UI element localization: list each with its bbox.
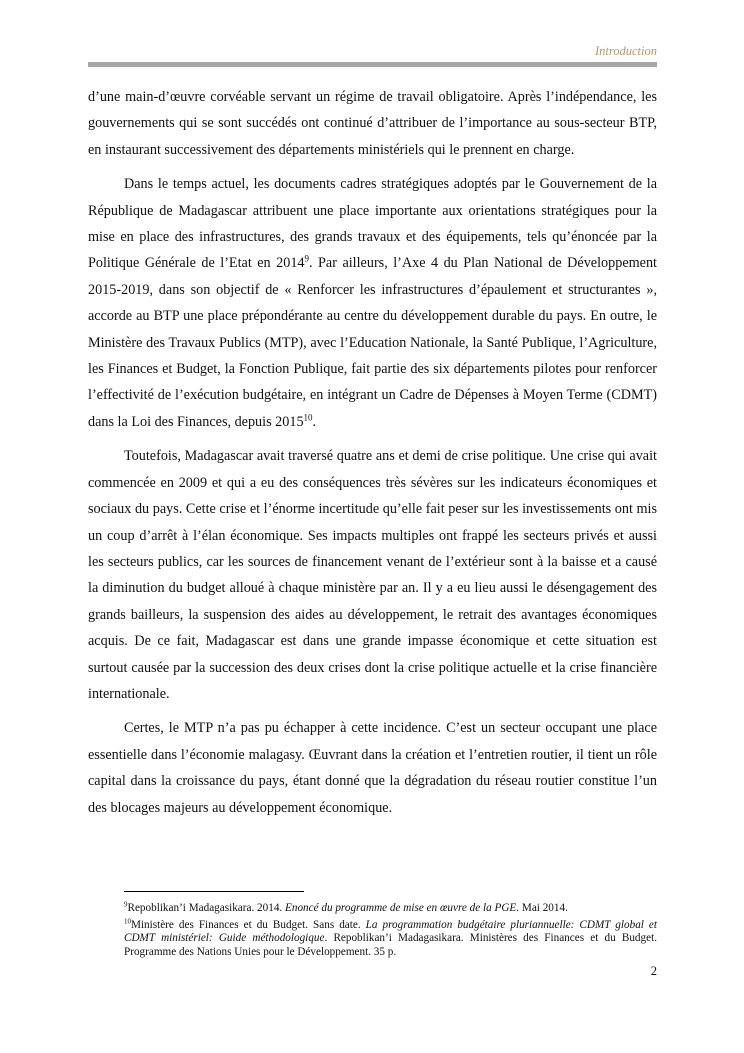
footnote-ref-10: 10	[303, 412, 313, 423]
paragraph-4: Certes, le MTP n’a pas pu échapper à cette incidence. C’est un secteur occupant une place essentielle dans l’économie malagasy. Œuvrant dans la création et l’entretien routier, il tient un rôle capital dans la croissance du pays, étant donné que la dégradation du réseau routier constitue l’un des blocages majeurs au développement économique.	[88, 720, 657, 816]
footnote-9-number: 9	[124, 900, 128, 909]
footnote-9-title: Enoncé du programme de mise en œuvre de la PGE	[285, 902, 517, 914]
footnote-10-title: La programmation budgétaire pluriannuelle: CDMT global et CDMT ministériel: Guide méthodologique	[124, 919, 657, 945]
footnote-10	[124, 919, 657, 959]
paragraph-2-text-a: Dans le temps actuel, les documents cadres stratégiques adoptés par le Gouvernement de la République de Madagascar attribuent une place importante aux orientations stratégiques pour la mise en place des infrastructures, des grands travaux et des équipements, tels qu’énoncée par la Politique Générale de l’Etat en 2014	[88, 176, 657, 272]
footnote-10-rest: . Repoblikan’i Madagasikara. Ministères des Finances et du Budget. Programme des Nations Unies pour le Développement. 35 p.	[124, 932, 657, 958]
paragraph-2-text-c: .	[312, 413, 317, 430]
footnote-9	[124, 902, 657, 915]
page-number: 2	[650, 964, 657, 978]
running-header: Introduction	[594, 44, 657, 58]
paragraph-1: d’une main-d’œuvre corvéable servant un régime de travail obligatoire. Après l’indépendance, les gouvernements qui se sont succédés ont continué d’attribuer de l’importance au sous-secteur BTP, en instaurant successivement des départements ministériels qui le prennent en charge.	[88, 89, 657, 158]
footnote-ref-9: 9	[304, 253, 310, 264]
footnote-10-author: Ministère des Finances et du Budget. Sans date.	[131, 919, 366, 932]
footnote-9-rest: . Mai 2014.	[516, 902, 568, 914]
footnote-separator	[124, 891, 304, 892]
paragraph-3: Toutefois, Madagascar avait traversé quatre ans et demi de crise politique. Une crise qui avait commencée en 2009 et qui a eu des conséquences très sévères sur les indicateurs économiques et sociaux du pays. Cette crise et l’énorme incertitude qu’elle fait peser sur les investissements ont mis un coup d’arrêt à l’élan économique. Ses impacts multiples ont frappé les secteurs privés et aussi les secteurs publics, car les sources de financement venant de l’extérieur sont à la baisse et a causé la diminution du budget alloué à chaque ministère par an. Il y a eu lieu aussi le désengagement des grands bailleurs, la suspension des aides au développement, le retrait des avantages économiques acquis. De ce fait, Madagascar est dans une grande impasse économique et cette situation est surtout causée par la succession des deux crises dont la crise politique actuelle et la crise financière internationale.	[88, 448, 657, 702]
footnote-9-author: Repoblikan’i Madagasikara. 2014.	[127, 902, 286, 914]
body-text	[88, 84, 657, 821]
paragraph-2	[88, 171, 657, 435]
paragraph-2-text-b: . Par ailleurs, l’Axe 4 du Plan National de Développement 2015-2019, dans son objectif de « Renforcer les infrastructures d’épaulement et structurantes », accorde au BTP une place prépondérante au centre du développement durable du pays. En outre, le Ministère des Travaux Publics (MTP), avec l’Education Nationale, la Santé Publique, l’Agriculture, les Finances et Budget, la Fonction Publique, fait partie des six départements pilotes pour renforcer l’effectivité de l’exécution budgétaire, en intégrant un Cadre de Dépenses à Moyen Terme (CDMT) dans la Loi des Finances, depuis 2015	[88, 255, 657, 430]
footnote-10-number: 10	[124, 917, 131, 926]
header-rule	[88, 62, 657, 67]
footnotes	[124, 902, 657, 963]
